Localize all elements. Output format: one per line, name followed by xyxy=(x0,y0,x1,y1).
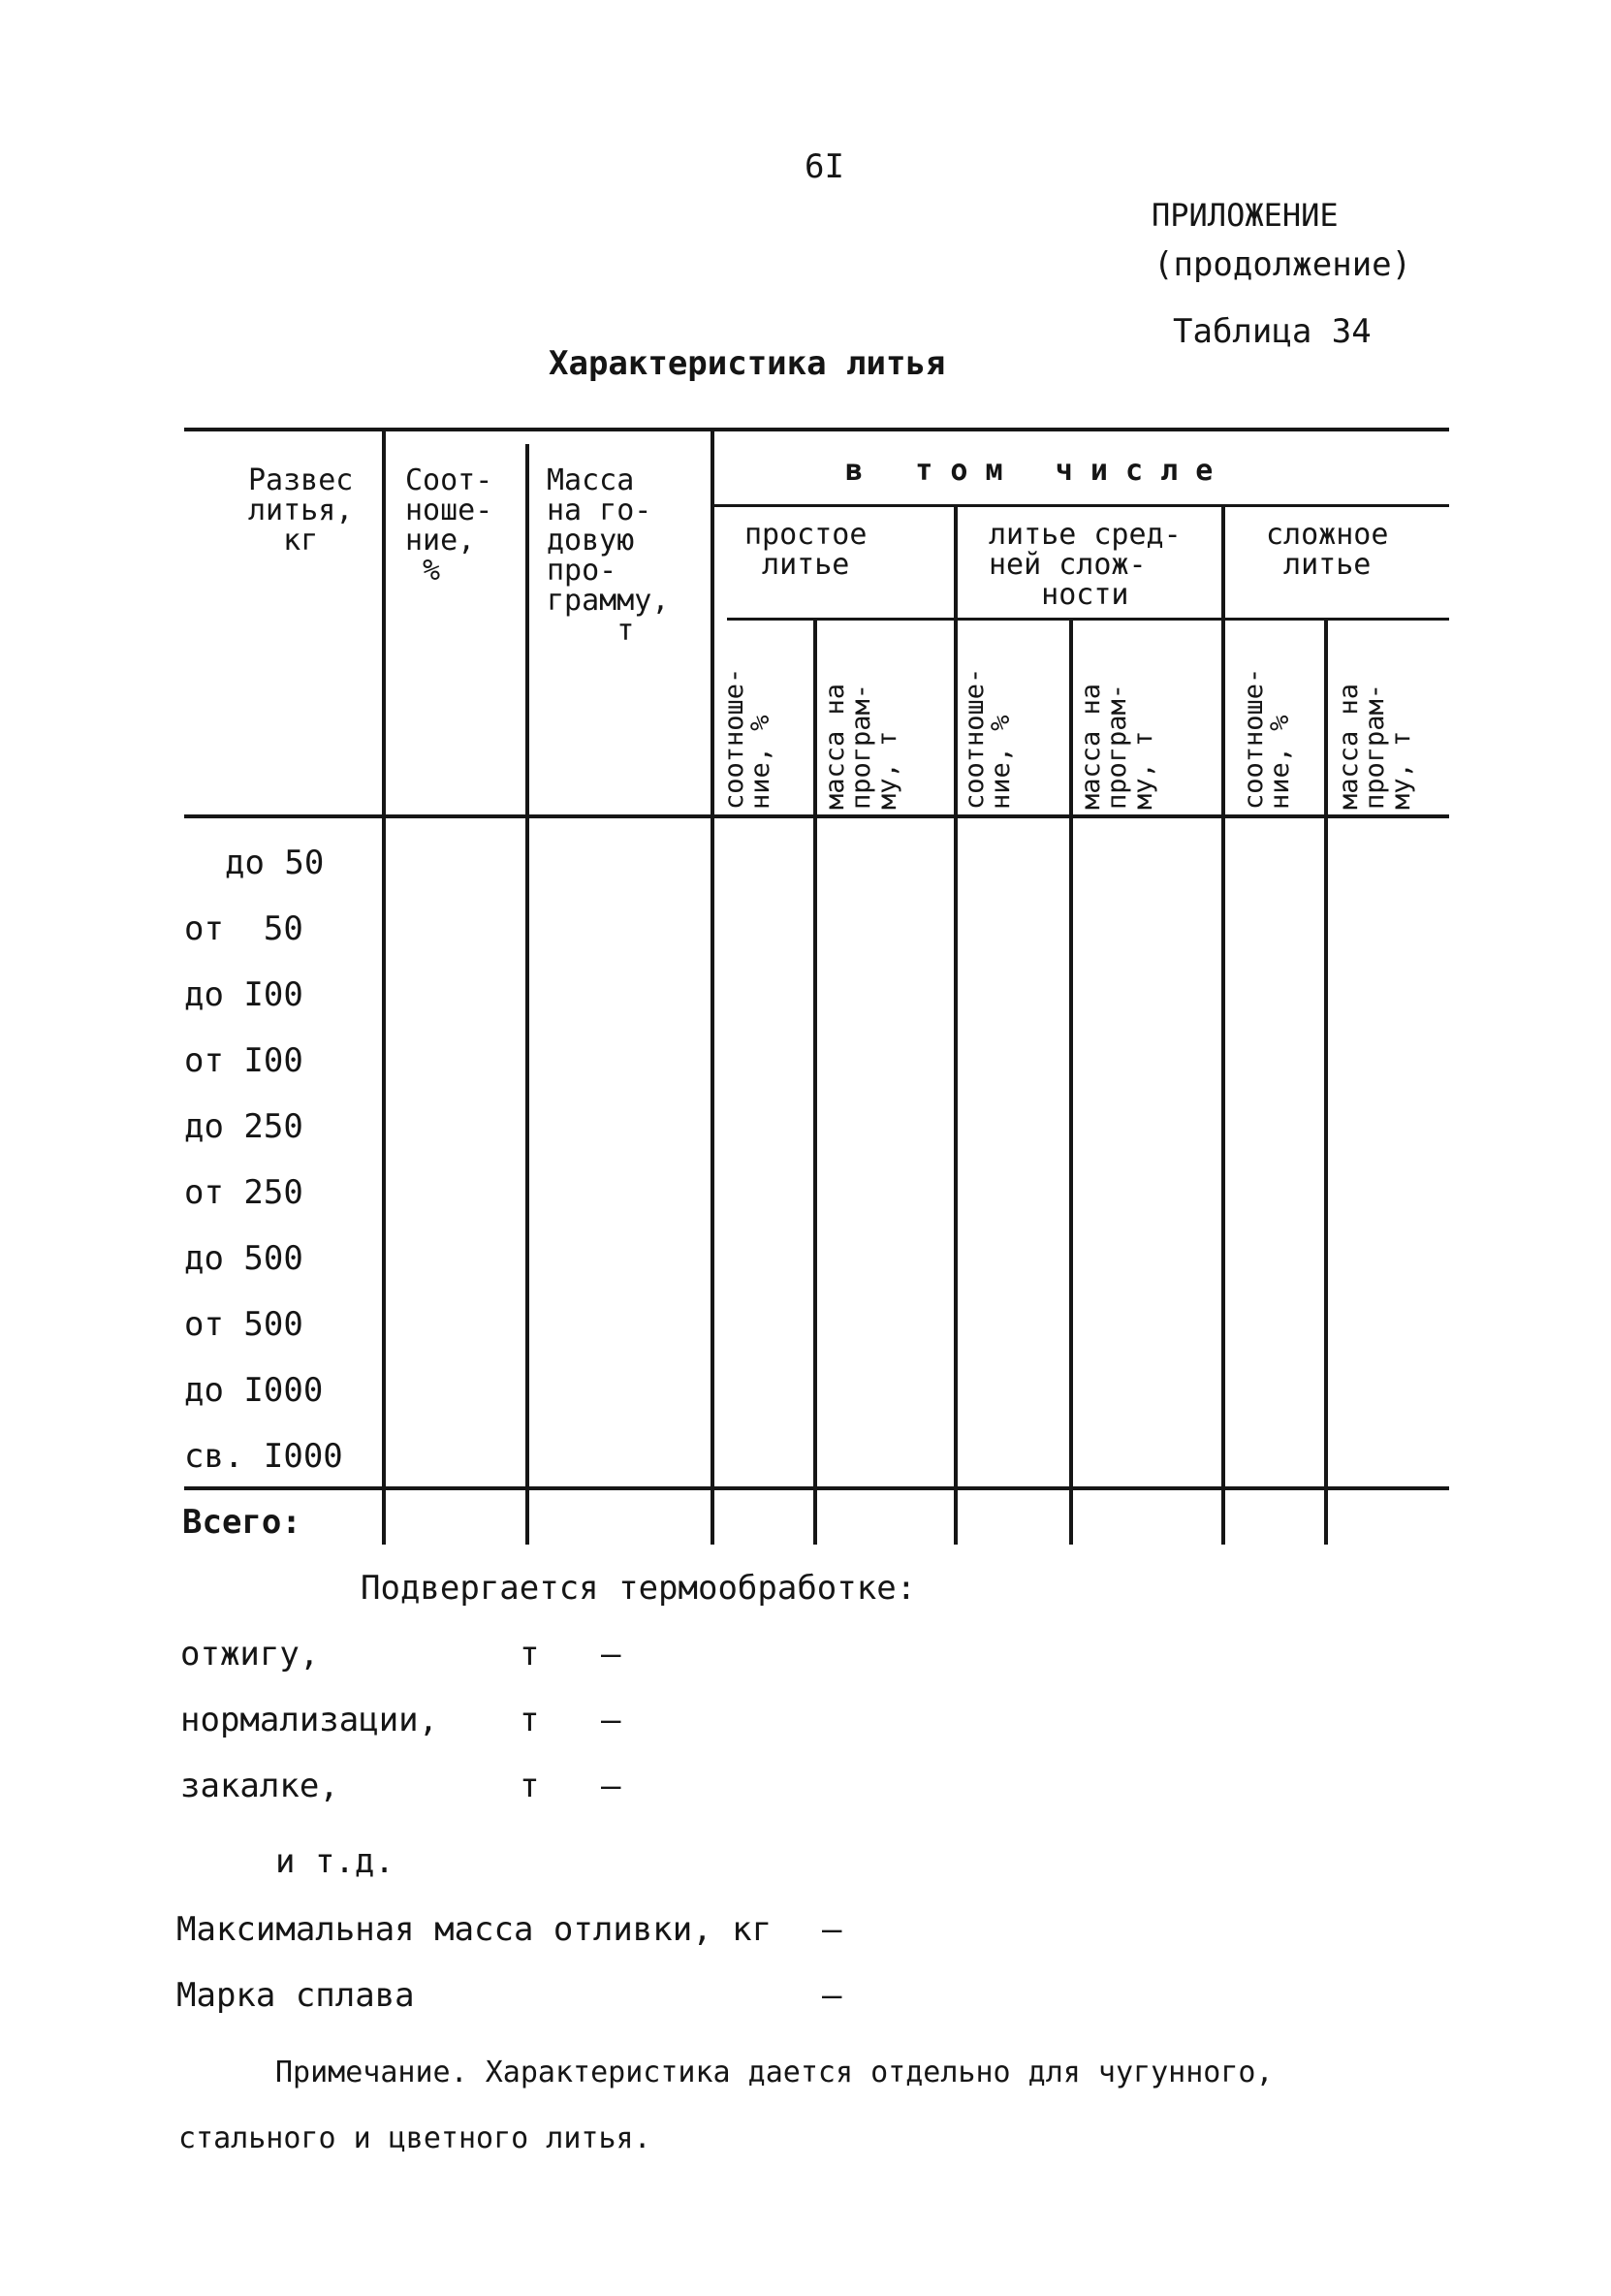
row-label: до I000 xyxy=(184,1371,324,1410)
note-line-2: стального и цветного литья. xyxy=(178,2121,651,2155)
row-label: от 500 xyxy=(184,1305,303,1344)
heat-treatment-item-unit: т xyxy=(520,1767,540,1805)
row-label: св. I000 xyxy=(184,1437,343,1476)
header-including: в т о м ч и с л е xyxy=(845,454,1214,488)
column-divider xyxy=(525,444,529,1545)
row-label: до 250 xyxy=(184,1107,303,1146)
heat-treatment-item-value: – xyxy=(601,1701,621,1739)
total-label: Всего: xyxy=(182,1503,301,1542)
max-casting-mass-label: Максимальная масса отливки, кг xyxy=(176,1910,773,1949)
subheader-mass-medium: масса на програм- му, т xyxy=(1076,683,1158,810)
row-label: до I00 xyxy=(184,975,303,1014)
heat-treatment-item-label: отжигу, xyxy=(180,1635,320,1674)
row-label: от 250 xyxy=(184,1173,303,1212)
header-ratio: Соот- ноше- ние, % xyxy=(405,463,493,588)
column-divider xyxy=(711,430,714,1545)
heat-treatment-item-value: – xyxy=(601,1767,621,1805)
subheader-mass-complex: масса на програм- му, т xyxy=(1334,683,1416,810)
heat-treatment-item-label: нормализации, xyxy=(180,1701,439,1739)
alloy-grade-label: Марка сплава xyxy=(176,1976,415,2015)
including-rule xyxy=(711,504,1449,507)
row-label: от 50 xyxy=(184,909,303,948)
page-number: 6I xyxy=(805,147,844,186)
max-casting-mass-value: – xyxy=(822,1910,842,1949)
note-line-1: Примечание. Характеристика дается отдельно для чугунного, xyxy=(275,2056,1274,2089)
etc-label: и т.д. xyxy=(275,1842,395,1881)
column-divider xyxy=(1324,618,1328,1545)
subheader-ratio-medium: соотноше- ние, % xyxy=(960,667,1016,810)
continuation-label: (продолжение) xyxy=(1153,245,1412,284)
table-title: Характеристика литья xyxy=(549,344,946,383)
column-divider xyxy=(1221,506,1225,1545)
header-simple-casting: простое литье xyxy=(744,518,868,582)
column-divider xyxy=(382,430,386,1545)
row-label: до 500 xyxy=(184,1239,303,1278)
subheader-ratio-complex: соотноше- ние, % xyxy=(1239,667,1295,810)
subheader-rule xyxy=(727,618,1449,621)
heat-treatment-item-unit: т xyxy=(520,1635,540,1674)
row-label: до 50 xyxy=(225,844,325,882)
alloy-grade-value: – xyxy=(822,1976,842,2015)
table-number: Таблица 34 xyxy=(1173,312,1372,351)
header-complex-casting: сложное литье xyxy=(1266,518,1389,582)
heat-treatment-item-label: закалке, xyxy=(180,1767,339,1805)
heat-treatment-item-unit: т xyxy=(520,1701,540,1739)
row-label: от I00 xyxy=(184,1041,303,1080)
column-divider xyxy=(1069,618,1073,1545)
subheader-ratio-simple: соотноше- ние, % xyxy=(719,667,775,810)
subheader-mass-simple: масса на програм- му, т xyxy=(820,683,902,810)
appendix-label: ПРИЛОЖЕНИЕ xyxy=(1152,197,1339,234)
header-weight-class: Развес литья, кг xyxy=(248,463,354,558)
heat-treatment-item-value: – xyxy=(601,1635,621,1674)
header-medium-casting: литье сред- ней слож- ности xyxy=(989,518,1182,612)
table-top-rule xyxy=(184,428,1449,431)
column-divider xyxy=(813,618,817,1545)
header-annual-mass: Масса на го- довую про- грамму, т xyxy=(547,463,670,648)
column-divider xyxy=(954,506,958,1545)
heat-treatment-heading: Подвергается термообработке: xyxy=(361,1569,917,1608)
